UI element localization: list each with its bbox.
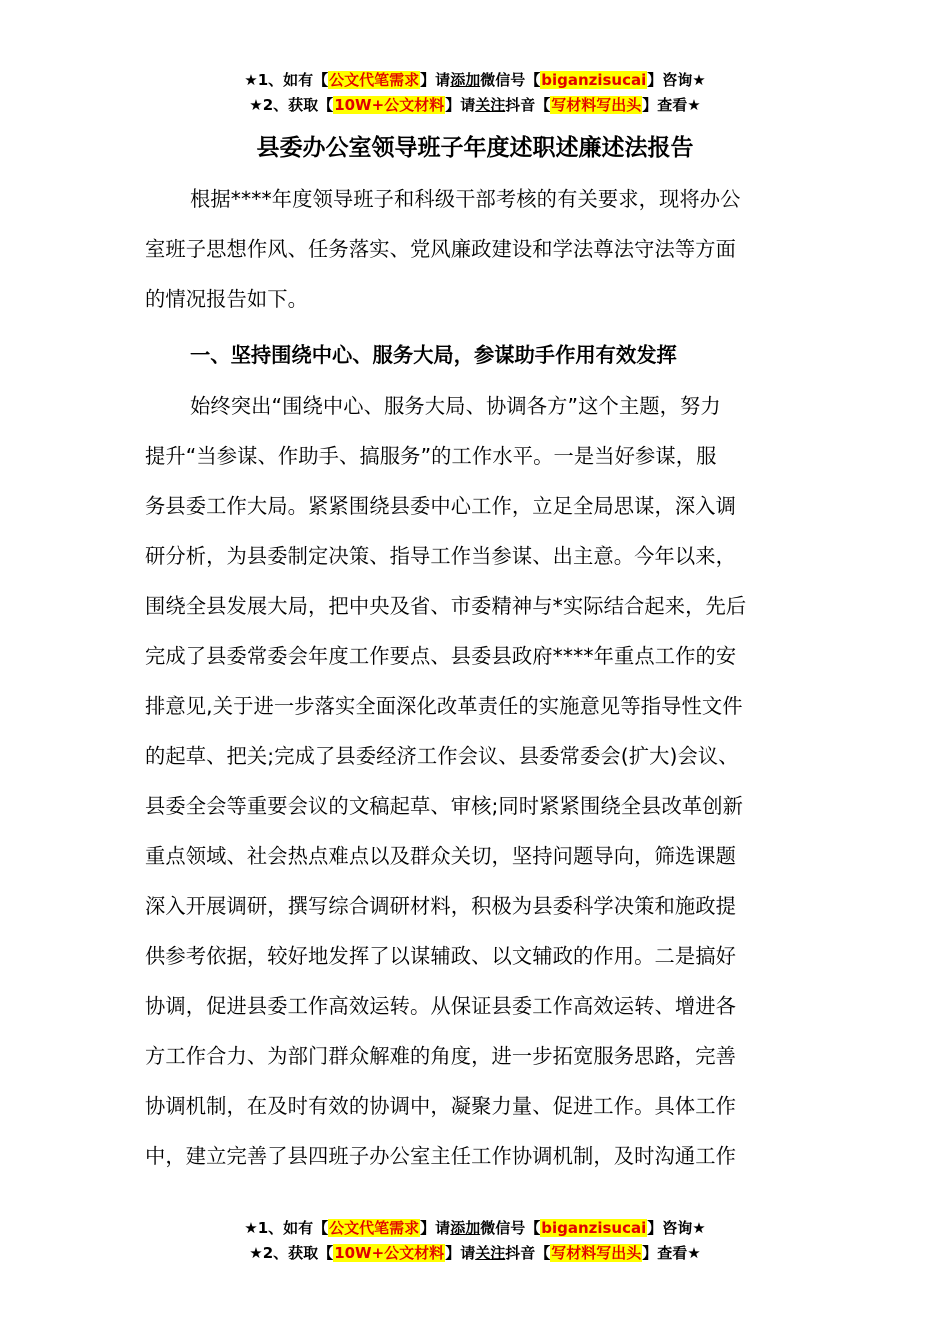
body-paragraph — [145, 381, 805, 1181]
section-heading: 一、坚持围绕中心、服务大局，参谋助手作用有效发挥 — [190, 343, 677, 367]
text-line: 提升“当参谋、作助手、搞服务”的工作水平。一是当好参谋，服 — [145, 444, 717, 468]
banner-text: ★1、如有【 — [244, 1219, 329, 1237]
intro-paragraph — [145, 174, 805, 324]
text-line: 根据****年度领导班子和科级干部考核的有关要求，现将办公 — [190, 187, 741, 211]
highlight-text: 公文代笔需求 — [329, 71, 420, 89]
text-line: 研分析，为县委制定决策、指导工作当参谋、出主意。今年以来， — [145, 544, 737, 568]
banner-text: 】请 — [445, 1244, 476, 1262]
banner-text: ★2、获取【 — [249, 96, 334, 114]
banner-line-2 — [0, 1241, 950, 1266]
underlined-text: 添加 — [450, 71, 481, 89]
text-line: 的情况报告如下。 — [145, 287, 309, 311]
highlight-text: 公文代笔需求 — [329, 1219, 420, 1237]
text-line: 排意见,关于进一步落实全面深化改革责任的实施意见等指导性文件 — [145, 694, 743, 718]
banner-text: ★1、如有【 — [244, 71, 329, 89]
text-line: 协调，促进县委工作高效运转。从保证县委工作高效运转、增进各 — [145, 994, 737, 1018]
banner-line-1 — [0, 1216, 950, 1241]
text-line: 始终突出“围绕中心、服务大局、协调各方”这个主题，努力 — [190, 394, 721, 418]
text-line: 室班子思想作风、任务落实、党风廉政建设和学法尊法守法等方面 — [145, 237, 737, 261]
banner-text: ★2、获取【 — [249, 1244, 334, 1262]
footer-banner — [0, 1216, 950, 1266]
banner-text: 】请 — [445, 96, 476, 114]
banner-text: 】请 — [420, 71, 451, 89]
text-line: 的起草、把关;完成了县委经济工作会议、县委常委会(扩大)会议、 — [145, 744, 739, 768]
douyin-id: 写材料写出头 — [551, 1244, 642, 1262]
underlined-text: 关注 — [475, 1244, 506, 1262]
header-banner — [0, 68, 950, 118]
banner-line-1 — [0, 68, 950, 93]
banner-text: 抖音【 — [505, 1244, 551, 1262]
text-line: 务县委工作大局。紧紧围绕县委中心工作，立足全局思谋，深入调 — [145, 494, 737, 518]
wechat-id: biganzisucai — [541, 1219, 647, 1237]
document-title: 县委办公室领导班子年度述职述廉述法报告 — [256, 135, 694, 161]
text-line: 围绕全县发展大局，把中央及省、市委精神与*实际结合起来，先后 — [145, 594, 747, 618]
wechat-id: biganzisucai — [541, 71, 647, 89]
text-line: 供参考依据，较好地发挥了以谋辅政、以文辅政的作用。二是搞好 — [145, 944, 737, 968]
text-line: 县委全会等重要会议的文稿起草、审核;同时紧紧围绕全县改革创新 — [145, 794, 743, 818]
highlight-text: 10W+公文材料 — [334, 96, 445, 114]
text-line: 深入开展调研，撰写综合调研材料，积极为县委科学决策和施政提 — [145, 894, 737, 918]
underlined-text: 关注 — [475, 96, 506, 114]
text-line: 协调机制，在及时有效的协调中，凝聚力量、促进工作。具体工作 — [145, 1094, 737, 1118]
banner-line-2 — [0, 93, 950, 118]
text-line: 中，建立完善了县四班子办公室主任工作协调机制，及时沟通工作 — [145, 1144, 737, 1168]
highlight-text: 10W+公文材料 — [334, 1244, 445, 1262]
banner-text: 】请 — [420, 1219, 451, 1237]
banner-text: 微信号【 — [480, 1219, 541, 1237]
banner-text: 】查看★ — [642, 1244, 701, 1262]
banner-text: 微信号【 — [480, 71, 541, 89]
text-line: 完成了县委常委会年度工作要点、县委县政府****年重点工作的安 — [145, 644, 737, 668]
text-line: 重点领域、社会热点难点以及群众关切，坚持问题导向，筛选课题 — [145, 844, 737, 868]
banner-text: 抖音【 — [505, 96, 551, 114]
text-line: 方工作合力、为部门群众解难的角度，进一步拓宽服务思路，完善 — [145, 1044, 737, 1068]
banner-text: 】查看★ — [642, 96, 701, 114]
douyin-id: 写材料写出头 — [551, 96, 642, 114]
banner-text: 】咨询★ — [647, 71, 706, 89]
underlined-text: 添加 — [450, 1219, 481, 1237]
banner-text: 】咨询★ — [647, 1219, 706, 1237]
